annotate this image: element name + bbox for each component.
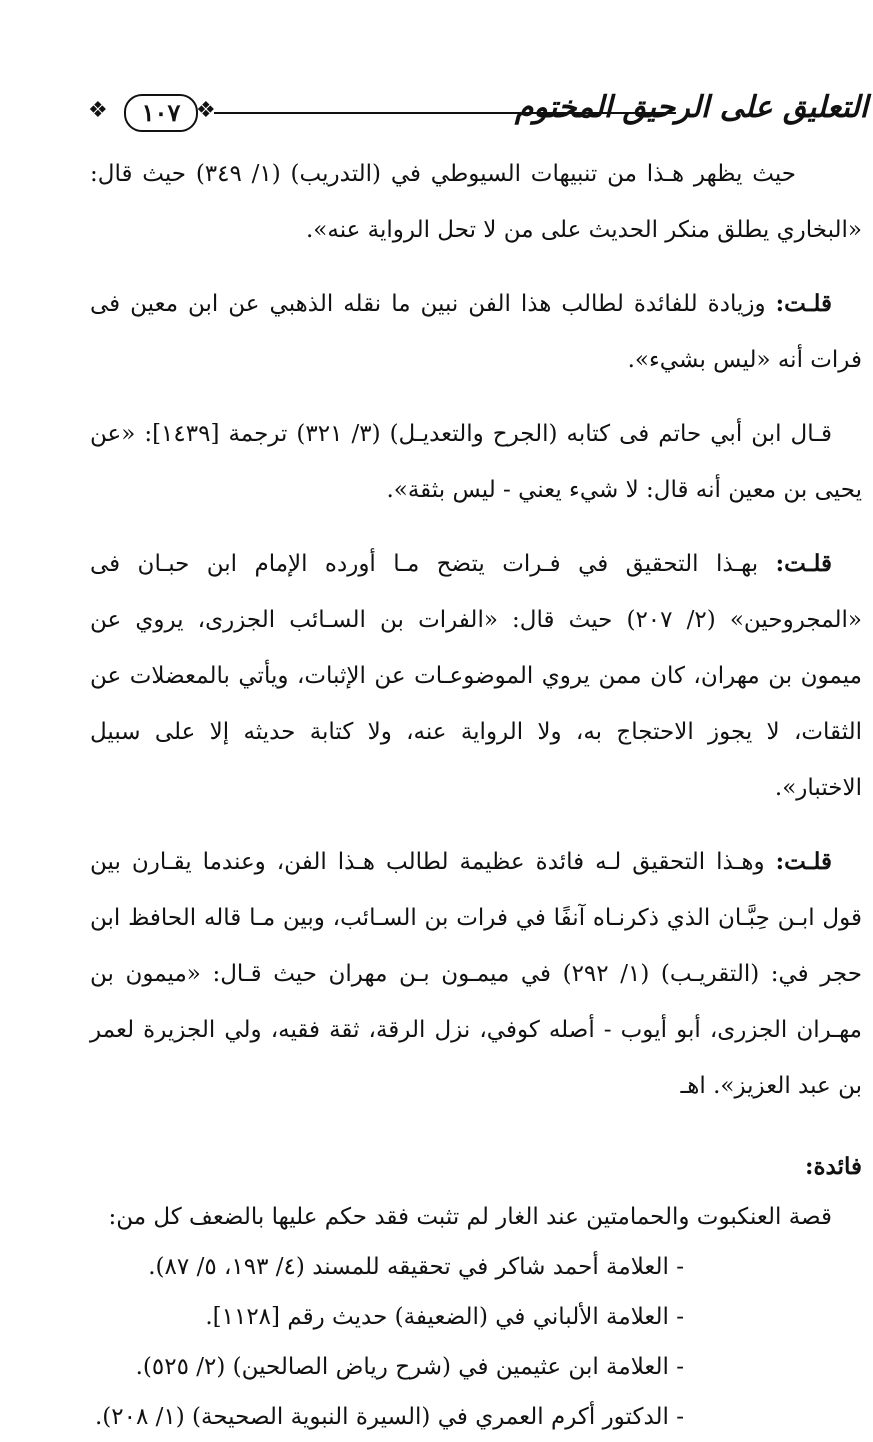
paragraph: حيث يظهر هـذا من تنبيهات السيوطي في (التدريب) (١/ ٣٤٩) حيث قال: «البخاري يطلق منكر الحديث على من لا تحل الرواية عنه». [90,161,862,243]
faida-heading: فائدة: [804,1153,862,1180]
running-title: التعليق على الرحيق المختوم [514,90,868,125]
ornament-icon: ❖ [196,98,216,123]
list-item: - العلامة ابن عثيمين في (شرح رياض الصالحين) (٢/ ٥٢٥). [135,1354,684,1380]
page-body [90,146,862,1442]
paragraph [90,536,862,816]
qult-label: قلـت: [775,290,832,317]
paragraph-text: بهـذا التحقيق في فـرات يتضح مـا أورده الإمام ابن حبـان فى «المجروحين» (٢/ ٢٠٧) حيث قال: «الفرات بن السـائب الجزرى، يروي عن ميمون بن مهران، كان ممن يروي الموضوعـات عن الإثبات، ويأتي بالمعضلات عن الثقات، لا يجوز الاحتجاج به، ولا الرواية عنه، ولا كتابة حديثه إلا على سبيل الاختبار». [90,551,862,801]
page-header [82,82,872,140]
paragraph-text: وزيادة للفائدة لطالب هذا الفن نبين ما نقله الذهبي عن ابن معين فى فرات أنه «ليس بشيء». [90,291,862,373]
qult-label: قلـت: [775,848,832,875]
list-item: - الدكتور أكرم العمري في (السيرة النبوية الصحيحة) (١/ ٢٠٨). [94,1404,684,1430]
paragraph [90,276,862,388]
paragraph-text: وهـذا التحقيق لـه فائدة عظيمة لطالب هـذا الفن، وعندما يقـارن بين قول ابـن حِبَّـان الذي ذكرنـاه آنفًا في فرات بن السـائب، وبين مـا قاله الحافظ ابن حجر في: (التقريـب) (١/ ٢٩٢) في ميمـون بـن مهران حيث قـال: «ميمون بن مهـران الجزرى، أبو أيوب - أصله كوفي، نزل الرقة، ثقة فقيه، ولي الجزيرة لعمر بن عبد العزيز». اهـ [90,849,862,1099]
qult-label: قلـت: [775,550,832,577]
list-item: - العلامة أحمد شاكر في تحقيقه للمسند (٤/ ١٩٣، ٥/ ٨٧). [148,1254,684,1280]
paragraph: قـال ابن أبي حاتم فى كتابه (الجرح والتعديـل) (٣/ ٣٢١) ترجمة [١٤٣٩]: «عن يحيى بن معين أنه قال: لا شيء يعني - ليس بثقة». [90,421,862,503]
ornament-icon: ❖ [88,98,108,123]
page-number: ١٠٧ [124,94,198,132]
list-item: - العلامة الألباني في (الضعيفة) حديث رقم [١١٢٨]. [205,1304,684,1330]
paragraph [90,834,862,1114]
faida-intro: قصة العنكبوت والحمامتين عند الغار لم تثبت فقد حكم عليها بالضعف كل من: [108,1204,832,1230]
